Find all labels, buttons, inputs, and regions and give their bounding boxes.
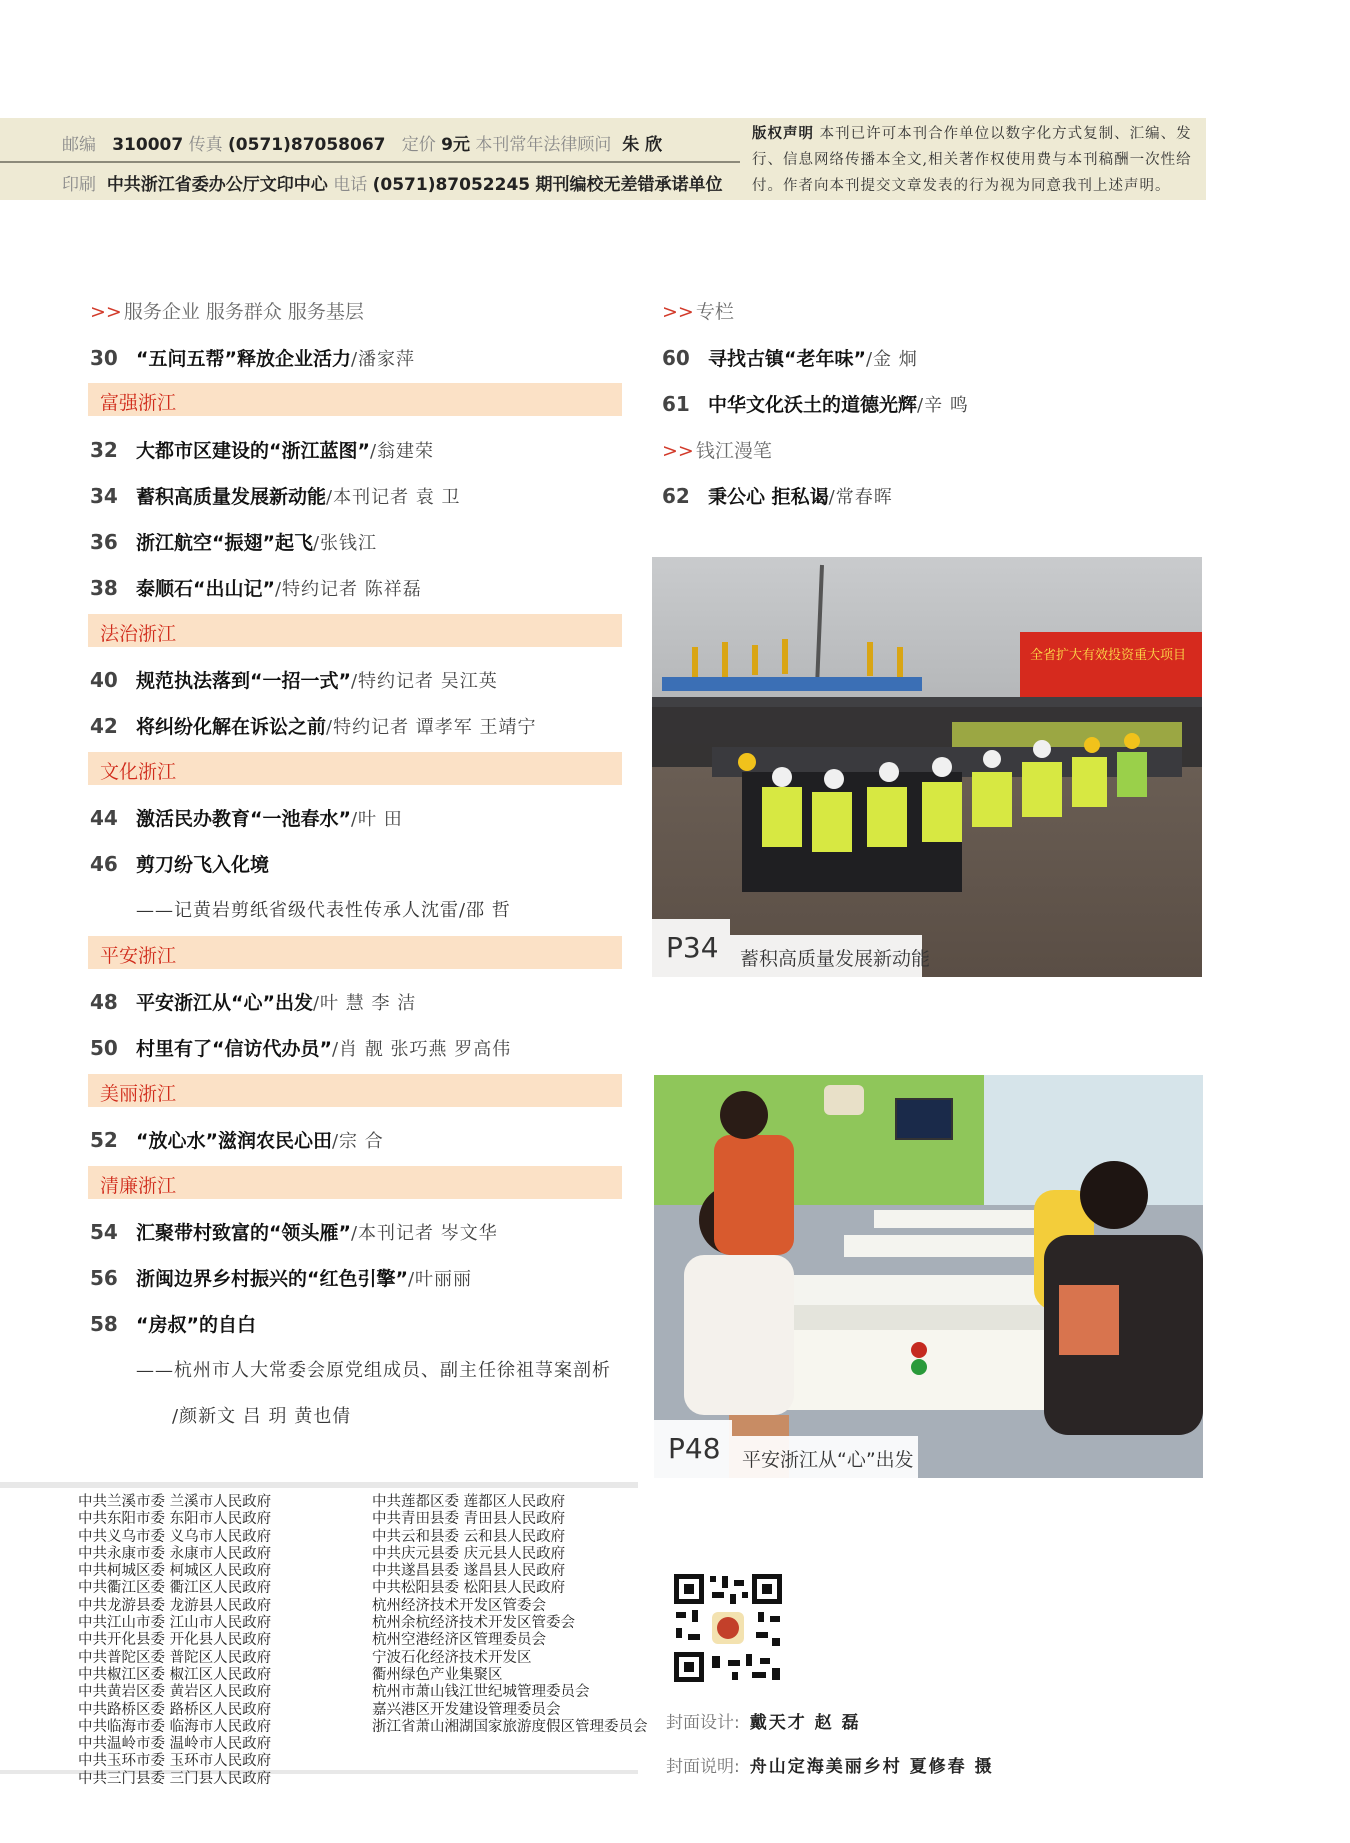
toc-entry[interactable] bbox=[90, 666, 498, 693]
sponsor-line: 中共云和县委 云和县人民政府 bbox=[372, 1528, 566, 1545]
sponsor-line: 中共龙游县委 龙游县人民政府 bbox=[78, 1597, 272, 1614]
sponsor-line: 中共路桥区委 路桥区人民政府 bbox=[78, 1701, 272, 1718]
sponsor-line: 杭州经济技术开发区管委会 bbox=[372, 1597, 546, 1614]
section-head-column bbox=[662, 297, 734, 324]
toc-entry[interactable] bbox=[90, 1310, 256, 1337]
fax: (0571)87058067 bbox=[228, 135, 386, 155]
entry-author: /本刊记者 袁 卫 bbox=[326, 487, 461, 508]
toc-entry[interactable] bbox=[662, 344, 918, 371]
photo-p48[interactable] bbox=[654, 1075, 1203, 1478]
band-fuqiang bbox=[88, 383, 622, 416]
page-number: 56 bbox=[90, 1266, 118, 1290]
page-number: 61 bbox=[662, 392, 690, 416]
sponsor-line: 中共义乌市委 义乌市人民政府 bbox=[78, 1528, 272, 1545]
sponsor-line: 中共三门县委 三门县人民政府 bbox=[78, 1770, 272, 1787]
sponsor-line: 中共永康市委 永康市人民政府 bbox=[78, 1545, 272, 1562]
page-number: 42 bbox=[90, 714, 118, 738]
entry-author: /特约记者 吴江英 bbox=[350, 671, 498, 692]
entry-author: /特约记者 谭孝军 王靖宁 bbox=[326, 717, 537, 738]
toc-entry[interactable] bbox=[90, 850, 269, 877]
band-wenhua bbox=[88, 752, 622, 785]
photo-page-number: P48 bbox=[668, 1432, 721, 1465]
sponsor-line: 杭州余杭经济技术开发区管委会 bbox=[372, 1615, 575, 1632]
page-number: 46 bbox=[90, 852, 118, 876]
cover-caption-label: 封面说明: bbox=[666, 1757, 740, 1777]
sponsor-line: 中共江山市委 江山市人民政府 bbox=[78, 1615, 272, 1632]
sponsor-line: 中共椒江区委 椒江区人民政府 bbox=[78, 1666, 272, 1683]
sponsor-line: 宁波石化经济技术开发区 bbox=[372, 1649, 532, 1666]
entry-title: 中华文化沃土的道德光辉 bbox=[708, 394, 918, 416]
toc-entry[interactable] bbox=[90, 1264, 472, 1291]
entry-author: /常春晖 bbox=[828, 487, 893, 508]
band-meili bbox=[88, 1074, 622, 1107]
page-number: 36 bbox=[90, 530, 118, 554]
sponsor-line: 杭州空港经济区管理委员会 bbox=[372, 1632, 546, 1649]
entry-author: /张钱江 bbox=[312, 533, 378, 554]
qr-code-icon[interactable] bbox=[672, 1572, 784, 1684]
entry-title: 大都市区建设的“浙江蓝图” bbox=[136, 440, 370, 462]
sponsor-list-right bbox=[372, 1494, 648, 1736]
band-qinglian bbox=[88, 1166, 622, 1199]
page-number: 60 bbox=[662, 346, 690, 370]
page-number: 40 bbox=[90, 668, 118, 692]
masthead-line-2 bbox=[62, 170, 723, 195]
sponsor-line: 中共普陀区委 普陀区人民政府 bbox=[78, 1649, 272, 1666]
masthead-divider bbox=[0, 161, 740, 163]
pledge: 期刊编校无差错承诺单位 bbox=[535, 175, 723, 195]
entry-title: 将纠纷化解在诉讼之前 bbox=[136, 716, 327, 738]
entry-authors: /颜新文 吕 玥 黄也倩 bbox=[172, 1406, 352, 1427]
page-number: 34 bbox=[90, 484, 118, 508]
masthead-line-1 bbox=[62, 130, 662, 155]
sponsor-line: 杭州市萧山钱江世纪城管理委员会 bbox=[372, 1684, 590, 1701]
entry-author: /叶 慧 李 洁 bbox=[312, 993, 417, 1014]
counsel-label: 本刊常年法律顾问 bbox=[475, 135, 612, 155]
phone-label: 电话 bbox=[333, 175, 368, 195]
entry-title: 平安浙江从“心”出发 bbox=[136, 992, 313, 1014]
section-arrow: >> bbox=[90, 301, 122, 323]
toc-entry[interactable] bbox=[90, 574, 422, 601]
band-label: 平安浙江 bbox=[100, 945, 177, 967]
counsel: 朱 欣 bbox=[622, 135, 663, 155]
cover-designers: 戴天才 赵 磊 bbox=[749, 1713, 861, 1733]
sponsor-line: 中共松阳县委 松阳县人民政府 bbox=[372, 1580, 566, 1597]
toc-entry[interactable] bbox=[90, 712, 537, 739]
band-label: 文化浙江 bbox=[100, 761, 177, 783]
toc-entry[interactable] bbox=[90, 482, 461, 509]
sponsor-line: 中共东阳市委 东阳市人民政府 bbox=[78, 1511, 272, 1528]
sponsor-line: 中共玉环市委 玉环市人民政府 bbox=[78, 1753, 272, 1770]
toc-entry[interactable] bbox=[90, 1218, 498, 1245]
entry-author: /特约记者 陈祥磊 bbox=[274, 579, 422, 600]
band-label: 清廉浙江 bbox=[100, 1175, 177, 1197]
photo-caption-text: 蓄积高质量发展新动能 bbox=[740, 948, 931, 970]
sponsor-line: 中共衢江区委 衢江区人民政府 bbox=[78, 1580, 272, 1597]
sponsor-line: 中共开化县委 开化县人民政府 bbox=[78, 1632, 272, 1649]
page-number: 58 bbox=[90, 1312, 118, 1336]
page-number: 44 bbox=[90, 806, 118, 830]
sponsor-line: 中共温岭市委 温岭市人民政府 bbox=[78, 1736, 272, 1753]
sponsor-line: 中共遂昌县委 遂昌县人民政府 bbox=[372, 1563, 566, 1580]
photo-page-number: P34 bbox=[666, 931, 719, 964]
phone: (0571)87052245 bbox=[372, 175, 531, 195]
page-number: 38 bbox=[90, 576, 118, 600]
sponsor-line: 中共青田县委 青田县人民政府 bbox=[372, 1511, 566, 1528]
copyright-body: 本刊已许可本刊合作单位以数字化方式复制、汇编、发行、信息网络传播本全文,相关著作权使用费与本刊稿酬一次性给付。作者向本刊提交文章发表的行为视为同意我刊上述声明。 bbox=[752, 126, 1192, 194]
cover-design-label: 封面设计: bbox=[666, 1713, 740, 1733]
entry-title: 浙江航空“振翅”起飞 bbox=[136, 532, 313, 554]
entry-title: “房叔”的自白 bbox=[136, 1314, 256, 1336]
photo-caption-text: 平安浙江从“心”出发 bbox=[742, 1449, 914, 1471]
entry-title: 泰顺石“出山记” bbox=[136, 578, 275, 600]
toc-entry[interactable] bbox=[90, 988, 416, 1015]
toc-entry[interactable] bbox=[90, 804, 403, 831]
cover-design-credit bbox=[666, 1708, 861, 1733]
sponsor-line: 中共莲都区委 莲都区人民政府 bbox=[372, 1494, 566, 1510]
toc-entry[interactable] bbox=[90, 1126, 384, 1153]
entry-author: /叶 田 bbox=[350, 809, 403, 830]
entry-author: /本刊记者 岑文华 bbox=[350, 1223, 498, 1244]
postcode-label: 邮编 bbox=[62, 135, 96, 155]
printer: 中共浙江省委办公厅文印中心 bbox=[106, 175, 328, 195]
entry-title: “五问五帮”释放企业活力 bbox=[136, 348, 351, 370]
sponsor-line: 中共临海市委 临海市人民政府 bbox=[78, 1718, 272, 1735]
entry-title: 汇聚带村致富的“领头雁” bbox=[136, 1222, 351, 1244]
price: 9元 bbox=[441, 135, 470, 155]
toc-entry[interactable] bbox=[90, 344, 415, 371]
sponsor-list-left bbox=[78, 1494, 271, 1788]
price-label: 定价 bbox=[401, 135, 436, 155]
band-label: 法治浙江 bbox=[100, 623, 177, 645]
sponsor-line: 浙江省萧山湘湖国家旅游度假区管理委员会 bbox=[372, 1718, 648, 1735]
entry-author: /辛 鸣 bbox=[917, 395, 969, 416]
page-number: 50 bbox=[90, 1036, 118, 1060]
copyright-notice bbox=[752, 121, 1200, 199]
fax-label: 传真 bbox=[188, 135, 223, 155]
section-essay-label: 钱江漫笔 bbox=[695, 440, 772, 462]
page-number: 62 bbox=[662, 484, 690, 508]
page-number: 54 bbox=[90, 1220, 118, 1244]
entry-title: 蓄积高质量发展新动能 bbox=[136, 486, 327, 508]
entry-author: /金 炯 bbox=[865, 349, 918, 370]
section-service-label: 服务企业 服务群众 服务基层 bbox=[123, 301, 364, 323]
toc-entry[interactable] bbox=[90, 1034, 511, 1061]
entry-author: /宗 合 bbox=[331, 1131, 384, 1152]
toc-entry[interactable] bbox=[90, 436, 434, 463]
page-number: 32 bbox=[90, 438, 118, 462]
printer-label: 印刷 bbox=[62, 175, 96, 195]
section-head-essay bbox=[662, 436, 772, 463]
photo-banner-text: 全省扩大有效投资重大项目 bbox=[1030, 648, 1187, 663]
photo-page-label bbox=[654, 1420, 732, 1478]
section-arrow: >> bbox=[662, 301, 694, 323]
entry-title: 浙闽边界乡村振兴的“红色引擎” bbox=[136, 1268, 408, 1290]
entry-author: /叶丽丽 bbox=[407, 1269, 473, 1290]
cover-caption-credit bbox=[666, 1752, 994, 1777]
entry-title: 村里有了“信访代办员” bbox=[136, 1038, 332, 1060]
band-label: 富强浙江 bbox=[100, 392, 177, 414]
page-number: 30 bbox=[90, 346, 118, 370]
entry-title: 激活民办教育“一池春水” bbox=[136, 808, 351, 830]
page-number: 52 bbox=[90, 1128, 118, 1152]
band-label: 美丽浙江 bbox=[100, 1083, 177, 1105]
entry-title: “放心水”滋润农民心田 bbox=[136, 1130, 332, 1152]
photo-p34[interactable] bbox=[652, 557, 1202, 977]
section-column-label: 专栏 bbox=[695, 301, 734, 323]
section-arrow: >> bbox=[662, 440, 694, 462]
service-center-photo bbox=[654, 1075, 1203, 1478]
entry-author: /潘家萍 bbox=[350, 349, 416, 370]
photo-caption bbox=[730, 935, 931, 977]
sponsor-line: 中共柯城区委 柯城区人民政府 bbox=[78, 1563, 272, 1580]
postcode: 310007 bbox=[112, 135, 184, 155]
photo-caption bbox=[732, 1436, 918, 1478]
sponsor-line: 中共庆元县委 庆元县人民政府 bbox=[372, 1545, 566, 1562]
cover-caption-text: 舟山定海美丽乡村 夏修春 摄 bbox=[749, 1757, 994, 1777]
toc-entry[interactable] bbox=[662, 390, 969, 417]
entry-subtitle: ——杭州市人大常委会原党组成员、副主任徐祖荨案剖析 bbox=[136, 1360, 611, 1381]
toc-entry[interactable] bbox=[662, 482, 893, 509]
groundbreaking-photo bbox=[652, 557, 1202, 977]
sponsor-line: 中共兰溪市委 兰溪市人民政府 bbox=[78, 1494, 272, 1510]
entry-title: 秉公心 拒私谒 bbox=[708, 486, 829, 508]
section-head-service bbox=[90, 297, 364, 324]
entry-subtitle: ——记黄岩剪纸省级代表性传承人沈雷/邵 哲 bbox=[136, 900, 511, 921]
copyright-label: 版权声明 bbox=[752, 125, 814, 142]
sponsor-line: 衢州绿色产业集聚区 bbox=[372, 1666, 503, 1683]
band-pingan bbox=[88, 936, 622, 969]
toc-entry[interactable] bbox=[90, 528, 377, 555]
band-fazhi bbox=[88, 614, 622, 647]
entry-title: 规范执法落到“一招一式” bbox=[136, 670, 351, 692]
photo-page-label bbox=[652, 919, 730, 977]
sponsor-top-rule bbox=[0, 1482, 638, 1488]
entry-title: 寻找古镇“老年味” bbox=[708, 348, 866, 370]
entry-author: /肖 靓 张巧燕 罗高伟 bbox=[331, 1039, 512, 1060]
sponsor-line: 嘉兴港区开发建设管理委员会 bbox=[372, 1701, 561, 1718]
page-number: 48 bbox=[90, 990, 118, 1014]
sponsor-line: 中共黄岩区委 黄岩区人民政府 bbox=[78, 1684, 272, 1701]
entry-title: 剪刀纷飞入化境 bbox=[136, 854, 270, 876]
entry-author: /翁建荣 bbox=[369, 441, 435, 462]
